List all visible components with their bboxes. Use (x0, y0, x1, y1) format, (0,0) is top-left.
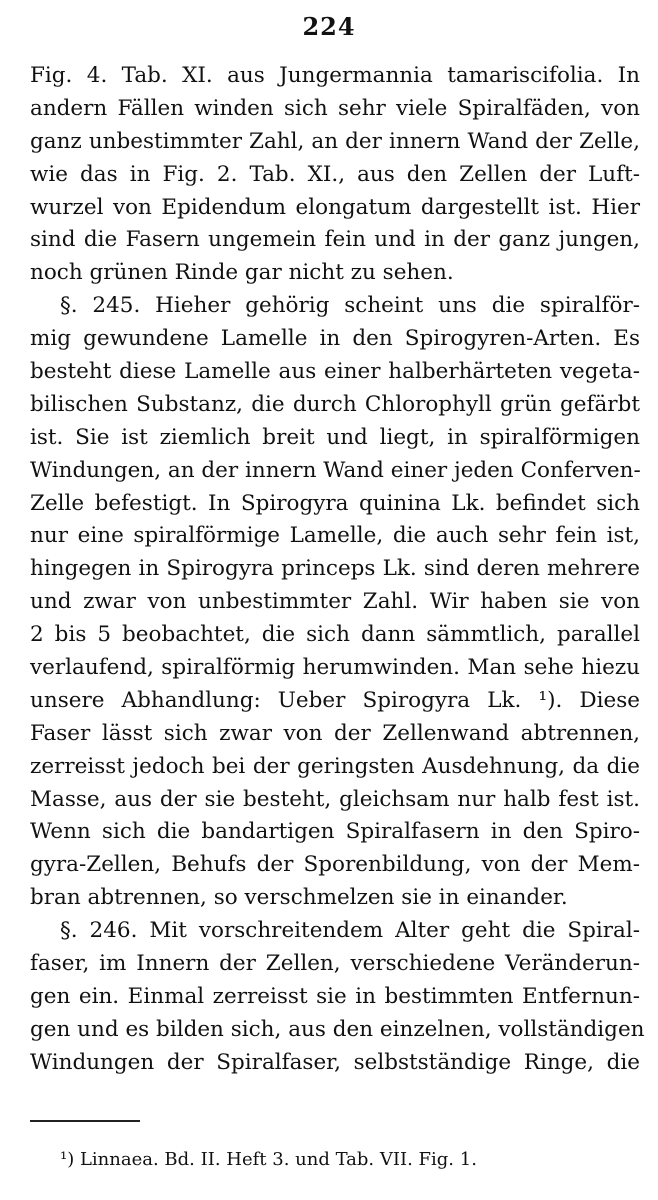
text-line: besteht diese Lamelle aus einer halberhärteten vegeta- (30, 359, 640, 385)
text-line: und zwar von unbestimmter Zahl. Wir haben sie von (30, 589, 640, 615)
text-line: zerreisst jedoch bei der geringsten Ausdehnung, da die (30, 753, 640, 779)
text-line: faser, im Innern der Zellen, verschiedene Veränderun- (30, 951, 640, 977)
text-line: gen und es bilden sich, aus den einzelnen, vollständigen (30, 1016, 645, 1042)
text-line: noch grünen Rinde gar nicht zu sehen. (30, 260, 454, 286)
footnote: ¹) Linnaea. Bd. II. Heft 3. und Tab. VII. Fig. 1. (60, 1149, 477, 1170)
text-line: andern Fällen winden sich sehr viele Spiralfäden, von (30, 95, 640, 121)
text-line: hingegen in Spirogyra princeps Lk. sind deren mehrere (30, 556, 640, 582)
section-heading-line: §. 245. Hieher gehörig scheint uns die spiralför- (60, 293, 640, 319)
text-line: Windungen, an der innern Wand einer jeden Conferven- (30, 457, 641, 483)
text-line: unsere Abhandlung: Ueber Spirogyra Lk. ¹). Diese (30, 687, 640, 713)
body-text (30, 60, 645, 1080)
text-line: mig gewundene Lamelle in den Spirogyren-Arten. Es (30, 326, 640, 352)
text-line: Wenn sich die bandartigen Spiralfasern in den Spiro- (30, 819, 640, 845)
footnote-divider (30, 1120, 140, 1122)
text-line: Masse, aus der sie besteht, gleichsam nur halb fest ist. (30, 786, 640, 812)
text-line: gyra-Zellen, Behufs der Sporenbildung, von der Mem- (30, 852, 640, 878)
text-line: 2 bis 5 beobachtet, die sich dann sämmtlich, parallel (30, 622, 640, 648)
text-line: bilischen Substanz, die durch Chlorophyll grün gefärbt (30, 391, 640, 417)
text-line: Windungen der Spiralfaser, selbstständige Ringe, die (30, 1049, 640, 1075)
page-number: 224 (302, 12, 356, 41)
text-line: wie das in Fig. 2. Tab. XI., aus den Zellen der Luft- (30, 161, 640, 187)
text-line: bran abtrennen, so verschmelzen sie in einander. (30, 885, 568, 911)
text-line: Faser lässt sich zwar von der Zellenwand abtrennen, (30, 720, 640, 746)
text-line: nur eine spiralförmige Lamelle, die auch sehr fein ist, (30, 523, 640, 549)
text-line: Zelle befestigt. In Spirogyra quinina Lk. befindet sich (30, 490, 640, 516)
text-line: gen ein. Einmal zerreisst sie in bestimmten Entfernun- (30, 983, 640, 1009)
text-line: ganz unbestimmter Zahl, an der innern Wand der Zelle, (30, 128, 640, 154)
section-heading-line: §. 246. Mit vorschreitendem Alter geht die Spiral- (60, 918, 640, 944)
text-line: verlaufend, spiralförmig herumwinden. Man sehe hiezu (30, 655, 640, 681)
text-line: wurzel von Epidendum elongatum dargestellt ist. Hier (30, 194, 640, 220)
text-line: sind die Fasern ungemein fein und in der ganz jungen, (30, 227, 640, 253)
text-line: Fig. 4. Tab. XI. aus Jungermannia tamariscifolia. In (30, 63, 640, 88)
text-line: ist. Sie ist ziemlich breit und liegt, in spiralförmigen (30, 424, 640, 450)
